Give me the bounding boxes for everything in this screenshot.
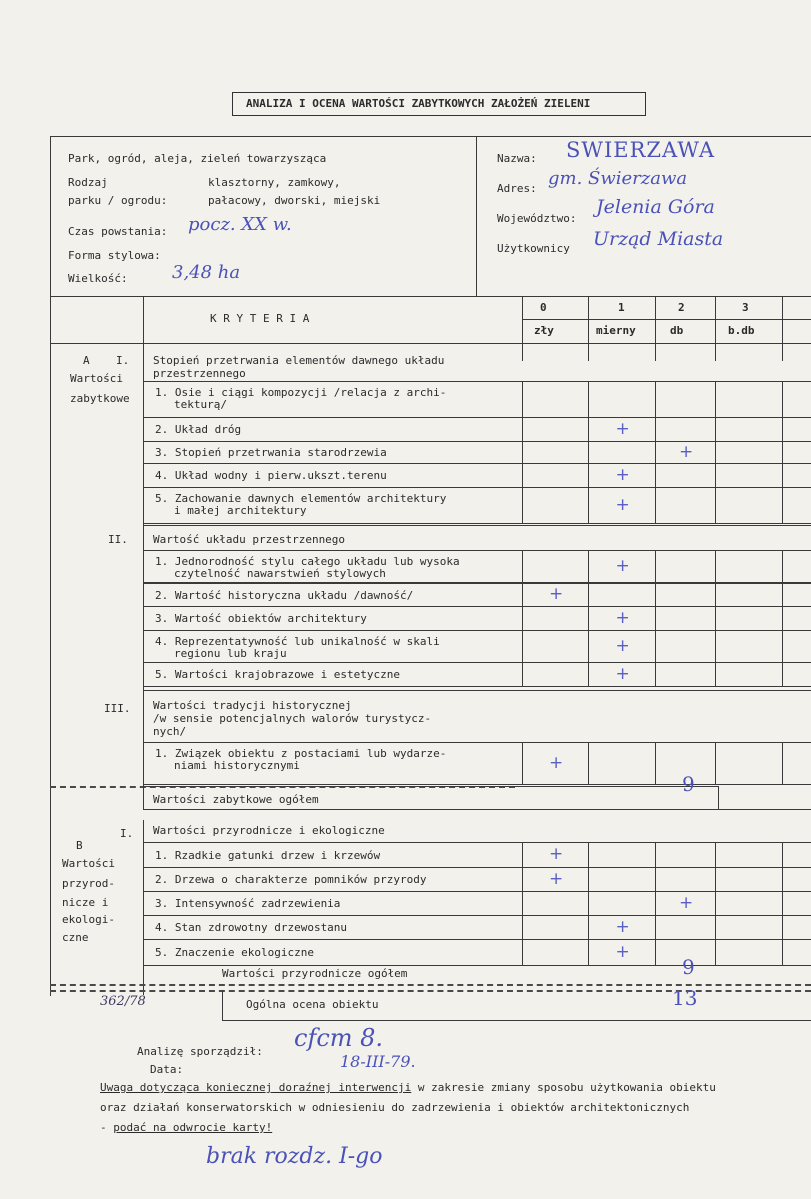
section-b-name-1: Wartości bbox=[62, 857, 115, 870]
total-b-label: Wartości przyrodnicze ogółem bbox=[222, 967, 408, 980]
row-score-divider bbox=[655, 441, 656, 463]
section-b-letter: B bbox=[76, 839, 83, 852]
score-1-num: 1 bbox=[618, 301, 625, 314]
row-score-divider bbox=[588, 441, 589, 463]
row-score-divider bbox=[588, 463, 589, 487]
group3-title-1: Wartości tradycji historycznej bbox=[153, 699, 352, 712]
total-b-top-line bbox=[143, 965, 811, 966]
score-mark: + bbox=[615, 419, 630, 439]
row-score-divider bbox=[715, 867, 716, 891]
row-top-line bbox=[143, 381, 811, 382]
row-top-line bbox=[143, 583, 811, 584]
row-score-divider bbox=[522, 742, 523, 784]
row-score-divider bbox=[588, 381, 589, 417]
row-bottom-line bbox=[143, 686, 811, 687]
section-a-roman3: III. bbox=[104, 702, 131, 715]
score-mark: + bbox=[615, 465, 630, 485]
col-left-divider-b bbox=[143, 820, 144, 995]
row-score-divider bbox=[522, 583, 523, 606]
row-score-divider bbox=[655, 550, 656, 582]
row-score-divider bbox=[782, 441, 783, 463]
row-top-line bbox=[143, 662, 811, 663]
note-underlined: Uwaga dotycząca koniecznej doraźnej interwencji bbox=[100, 1081, 412, 1094]
section-b-name-4: ekologi- bbox=[62, 913, 115, 926]
row-score-divider bbox=[655, 606, 656, 630]
row-score-divider bbox=[782, 487, 783, 523]
park-types-label: Park, ogród, aleja, zieleń towarzysząca bbox=[68, 152, 327, 165]
woj-label: Województwo: bbox=[497, 212, 577, 225]
row-score-divider bbox=[715, 381, 716, 417]
row-score-divider bbox=[782, 583, 783, 606]
overall-value: 13 bbox=[672, 986, 698, 1010]
nazwa-value: SWIERZAWA bbox=[566, 138, 716, 162]
criteria-header: K R Y T E R I A bbox=[210, 312, 310, 325]
adres-label: Adres: bbox=[497, 182, 537, 195]
group3-title-3: nych/ bbox=[153, 725, 187, 738]
row-label: 1. Rzadkie gatunki drzew i krzewów bbox=[155, 849, 381, 862]
row-score-divider bbox=[715, 891, 716, 915]
row-label-line-2: i małej architektury bbox=[174, 504, 307, 517]
row-score-divider bbox=[782, 662, 783, 686]
section-b-roman: I. bbox=[120, 827, 134, 840]
row-score-divider bbox=[588, 867, 589, 891]
row-score-divider bbox=[522, 463, 523, 487]
group1-title-2: przestrzennego bbox=[153, 367, 246, 380]
row-score-divider bbox=[522, 441, 523, 463]
score-3-label: b.db bbox=[728, 324, 755, 337]
score-mark: + bbox=[549, 753, 564, 773]
row-label: 3. Wartość obiektów architektury bbox=[155, 612, 367, 625]
score-0-num: 0 bbox=[540, 301, 547, 314]
czas-label: Czas powstania: bbox=[68, 225, 168, 238]
header-top-line bbox=[50, 136, 811, 137]
row-score-divider bbox=[782, 630, 783, 662]
row-score-divider bbox=[715, 630, 716, 662]
note-1: w zakresie zmiany sposobu użytkowania obiektu bbox=[411, 1081, 716, 1094]
total-a-value: 9 bbox=[682, 772, 695, 796]
forma-label: Forma stylowa: bbox=[68, 249, 161, 262]
row-top-line bbox=[143, 842, 811, 843]
section-a-roman1: I. bbox=[116, 354, 130, 367]
row-score-divider bbox=[715, 583, 716, 606]
section-a-roman2: II. bbox=[108, 533, 128, 546]
col-score1-head bbox=[588, 296, 589, 361]
row-score-divider bbox=[522, 487, 523, 523]
score-mark: + bbox=[615, 664, 630, 684]
score-0-label: zły bbox=[534, 324, 554, 337]
row-label-line-2: niami historycznymi bbox=[174, 759, 300, 772]
adres-value: gm. Świerzawa bbox=[548, 168, 688, 189]
row-score-divider bbox=[715, 939, 716, 965]
score-mark: + bbox=[615, 556, 630, 576]
row-score-divider bbox=[655, 487, 656, 523]
note-line-1 bbox=[100, 1082, 716, 1094]
row-score-divider bbox=[782, 463, 783, 487]
row-score-divider bbox=[715, 487, 716, 523]
row-label-line-2: czytelność nawarstwień stylowych bbox=[174, 567, 386, 580]
criteria-top-line bbox=[50, 296, 811, 297]
score-3-num: 3 bbox=[742, 301, 749, 314]
header-divider bbox=[476, 136, 477, 296]
row-score-divider bbox=[588, 891, 589, 915]
total-a-right bbox=[718, 786, 719, 809]
row-top-line bbox=[143, 550, 811, 551]
czas-value: pocz. XX w. bbox=[188, 214, 292, 235]
score-mark: + bbox=[615, 495, 630, 515]
row-score-divider bbox=[782, 915, 783, 939]
col-score3-head bbox=[715, 296, 716, 361]
row-label: 3. Stopień przetrwania starodrzewia bbox=[155, 446, 387, 459]
row-score-divider bbox=[715, 606, 716, 630]
row-score-divider bbox=[715, 662, 716, 686]
row-score-divider bbox=[522, 939, 523, 965]
page-title: ANALIZA I OCENA WARTOŚCI ZABYTKOWYCH ZAŁOŻEŃ ZIELENI bbox=[246, 97, 591, 110]
score-mark: + bbox=[615, 942, 630, 962]
criteria-header-bottom-line bbox=[50, 343, 811, 344]
row-score-divider bbox=[522, 606, 523, 630]
row-score-divider bbox=[655, 742, 656, 784]
section-b-name-5: czne bbox=[62, 931, 89, 944]
row-score-divider bbox=[522, 550, 523, 582]
section-b-name-2: przyrod- bbox=[62, 877, 115, 890]
score-mark: + bbox=[615, 608, 630, 628]
row-score-divider bbox=[655, 417, 656, 441]
note-3: podać na odwrocie karty! bbox=[113, 1121, 273, 1134]
row-score-divider bbox=[588, 662, 589, 686]
row-score-divider bbox=[655, 891, 656, 915]
row-score-divider bbox=[655, 630, 656, 662]
row-label-line-1: 1. Jednorodność stylu całego układu lub wysoka bbox=[155, 555, 460, 568]
row-score-divider bbox=[522, 842, 523, 867]
row-label-line-2: regionu lub kraju bbox=[174, 647, 287, 660]
row-score-divider bbox=[655, 662, 656, 686]
row-score-divider bbox=[522, 867, 523, 891]
row-score-divider bbox=[782, 939, 783, 965]
total-a-label: Wartości zabytkowe ogółem bbox=[153, 793, 319, 806]
uzytk-value: Urząd Miasta bbox=[593, 228, 724, 250]
total-a-top-line bbox=[143, 786, 718, 787]
wielkosc-label: Wielkość: bbox=[68, 272, 128, 285]
score-2-num: 2 bbox=[678, 301, 685, 314]
row-label: 5. Znaczenie ekologiczne bbox=[155, 946, 314, 959]
row-top-line bbox=[143, 742, 811, 743]
row-score-divider bbox=[655, 842, 656, 867]
row-score-divider bbox=[588, 606, 589, 630]
score-mark: + bbox=[679, 442, 694, 462]
group3-title-2: /w sensie potencjalnych walorów turystycz- bbox=[153, 712, 432, 725]
overall-label: Ogólna ocena obiektu bbox=[246, 998, 379, 1011]
row-top-line bbox=[143, 463, 811, 464]
row-score-divider bbox=[522, 417, 523, 441]
section-b-name-3: nicze i bbox=[62, 896, 109, 909]
row-score-divider bbox=[715, 417, 716, 441]
group2-top-line bbox=[143, 525, 811, 526]
row-top-line bbox=[143, 867, 811, 868]
row-top-line bbox=[143, 487, 811, 488]
row-label: 2. Układ dróg bbox=[155, 423, 242, 436]
analiza-label: Analizę sporządził: bbox=[137, 1045, 263, 1058]
rodzaj-values-1: klasztorny, zamkowy, bbox=[208, 176, 341, 189]
row-score-divider bbox=[782, 417, 783, 441]
score-2-label: db bbox=[670, 324, 684, 337]
note-3-dash: - bbox=[100, 1121, 114, 1134]
group3-top-line bbox=[143, 690, 811, 691]
row-score-divider bbox=[588, 550, 589, 582]
row-score-divider bbox=[715, 463, 716, 487]
overall-bottom-line bbox=[222, 1020, 811, 1021]
row-score-divider bbox=[522, 381, 523, 417]
row-bottom-line bbox=[143, 523, 811, 524]
row-score-divider bbox=[715, 742, 716, 784]
row-score-divider bbox=[782, 606, 783, 630]
row-score-divider bbox=[588, 487, 589, 523]
rodzaj-values-2: pałacowy, dworski, miejski bbox=[208, 194, 381, 207]
row-score-divider bbox=[782, 742, 783, 784]
row-score-divider bbox=[588, 939, 589, 965]
overall-left bbox=[222, 990, 223, 1020]
row-top-line bbox=[143, 441, 811, 442]
group1-title-1: Stopień przetrwania elementów dawnego układu bbox=[153, 354, 445, 367]
row-label: 2. Drzewa o charakterze pomników przyrody bbox=[155, 873, 427, 886]
row-score-divider bbox=[655, 939, 656, 965]
woj-value: Jelenia Góra bbox=[596, 196, 715, 218]
group2-title: Wartość układu przestrzennego bbox=[153, 533, 346, 546]
row-score-divider bbox=[588, 842, 589, 867]
total-a-left bbox=[143, 786, 144, 809]
row-score-divider bbox=[715, 441, 716, 463]
score-mark: + bbox=[679, 893, 694, 913]
row-label-line-1: 4. Reprezentatywność lub unikalność w skali bbox=[155, 635, 440, 648]
col-left-divider-a bbox=[143, 296, 144, 786]
row-score-divider bbox=[715, 842, 716, 867]
row-label: 5. Wartości krajobrazowe i estetyczne bbox=[155, 668, 401, 681]
row-label: 4. Układ wodny i pierw.ukszt.terenu bbox=[155, 469, 387, 482]
row-top-line bbox=[143, 417, 811, 418]
group-b-title: Wartości przyrodnicze i ekologiczne bbox=[153, 824, 385, 837]
row-score-divider bbox=[782, 550, 783, 582]
row-top-line bbox=[143, 939, 811, 940]
row-score-divider bbox=[655, 915, 656, 939]
col-score4-head bbox=[782, 296, 783, 361]
total-a-bottom-line bbox=[143, 809, 811, 810]
col-score0-head bbox=[522, 296, 523, 361]
nazwa-label: Nazwa: bbox=[497, 152, 537, 165]
col-score2-head bbox=[655, 296, 656, 361]
date-value: 18-III-79. bbox=[340, 1052, 416, 1071]
row-bottom-line bbox=[143, 784, 811, 785]
row-top-line bbox=[143, 891, 811, 892]
row-score-divider bbox=[782, 891, 783, 915]
wielkosc-value: 3,48 ha bbox=[172, 262, 241, 283]
score-mark: + bbox=[615, 636, 630, 656]
row-label-line-1: 1. Osie i ciągi kompozycji /relacja z archi- bbox=[155, 386, 447, 399]
total-b-value: 9 bbox=[682, 955, 695, 979]
score-mark: + bbox=[549, 869, 564, 889]
section-a-letter: A bbox=[83, 354, 90, 367]
row-top-line bbox=[143, 630, 811, 631]
row-score-divider bbox=[655, 867, 656, 891]
handwritten-note: brak rozdz. I-go bbox=[206, 1144, 383, 1169]
score-mark: + bbox=[615, 917, 630, 937]
row-label: 3. Intensywność zadrzewienia bbox=[155, 897, 341, 910]
signature: cfcm 8. bbox=[294, 1024, 384, 1052]
row-score-divider bbox=[715, 550, 716, 582]
row-score-divider bbox=[522, 662, 523, 686]
score-header-mid-line bbox=[522, 319, 811, 320]
row-score-divider bbox=[588, 417, 589, 441]
row-score-divider bbox=[782, 867, 783, 891]
row-score-divider bbox=[715, 915, 716, 939]
data-label: Data: bbox=[150, 1063, 184, 1076]
file-number: 362/78 bbox=[100, 994, 146, 1009]
row-score-divider bbox=[588, 630, 589, 662]
row-label-line-1: 5. Zachowanie dawnych elementów architektury bbox=[155, 492, 447, 505]
row-top-line bbox=[143, 606, 811, 607]
row-score-divider bbox=[655, 463, 656, 487]
section-a-name-1: Wartości bbox=[70, 372, 123, 385]
form-left-border bbox=[50, 136, 51, 996]
note-line-2: oraz działań konserwatorskich w odniesieniu do zadrzewienia i obiektów architektonicznych bbox=[100, 1101, 690, 1114]
row-label: 4. Stan zdrowotny drzewostanu bbox=[155, 921, 348, 934]
parku-label: parku / ogrodu: bbox=[68, 194, 168, 207]
row-score-divider bbox=[588, 742, 589, 784]
row-score-divider bbox=[522, 915, 523, 939]
rodzaj-label: Rodzaj bbox=[68, 176, 108, 189]
row-label: 2. Wartość historyczna układu /dawność/ bbox=[155, 589, 414, 602]
uzytk-label: Użytkownicy bbox=[497, 242, 570, 255]
score-1-label: mierny bbox=[596, 324, 636, 337]
row-score-divider bbox=[782, 842, 783, 867]
row-score-divider bbox=[588, 915, 589, 939]
row-score-divider bbox=[522, 891, 523, 915]
section-a-name-2: zabytkowe bbox=[70, 392, 130, 405]
row-score-divider bbox=[655, 381, 656, 417]
score-mark: + bbox=[549, 844, 564, 864]
row-top-line bbox=[143, 915, 811, 916]
row-score-divider bbox=[522, 630, 523, 662]
score-mark: + bbox=[549, 584, 564, 604]
row-label-line-2: tekturą/ bbox=[174, 398, 227, 411]
row-score-divider bbox=[588, 583, 589, 606]
note-line-3 bbox=[100, 1122, 272, 1134]
row-score-divider bbox=[655, 583, 656, 606]
row-label-line-1: 1. Związek obiektu z postaciami lub wydarze- bbox=[155, 747, 447, 760]
row-score-divider bbox=[782, 381, 783, 417]
